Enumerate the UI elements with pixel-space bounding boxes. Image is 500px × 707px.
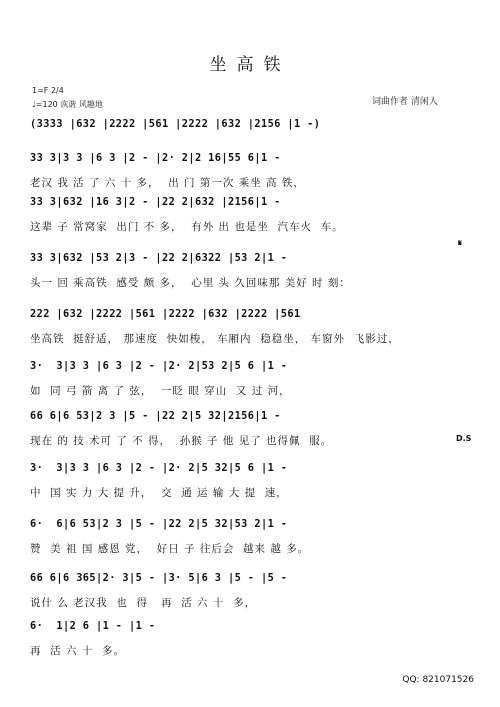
notation-text: 3· 3|3 3 |6 3 |2 - |2· 2|53 2|5 6 |1 - <box>30 360 288 372</box>
notation-line <box>30 252 480 265</box>
notation-text: (3333 |632 |2222 |561 |2222 |632 |2156 |1 -) <box>30 118 321 130</box>
lyric-text: 头一 回 乘高铁 感受 颇 多， 心里 头 久回味那 美好 时 刻： <box>30 277 351 289</box>
notation-text: 33 3|3 3 |6 3 |2 - |2· 2|2 16|55 6|1 - <box>30 152 281 164</box>
lyric-line <box>30 643 480 658</box>
lyric-text: 说什 么 老汉我 也 得 再 活 六 十 多， <box>30 597 257 609</box>
lyric-line <box>30 595 480 610</box>
lyric-line <box>30 331 480 346</box>
notation-text: 6· 1|2 6 |1 - |1 - <box>30 620 156 632</box>
notation-line <box>30 360 480 373</box>
key-signature: 1=F 2/4 <box>32 86 64 95</box>
score-system <box>30 572 480 610</box>
notation-line <box>30 118 480 131</box>
lyric-line <box>30 383 480 398</box>
score-system <box>30 252 480 290</box>
segno-sign: 𝄋 <box>458 239 462 249</box>
lyric-text: 老汉 我 活 了 六 十 多， 出 门 第一次 乘坐 高 铁， <box>30 177 305 189</box>
notation-line <box>30 518 480 531</box>
notation-line <box>30 620 480 633</box>
lyric-text: 再 活 六 十 多。 <box>30 645 126 657</box>
lyric-text: 赞 美 祖 国 感恩 党， 好日 子 往后会 越来 越 多。 <box>30 543 310 555</box>
lyric-text: 现在 的 技 术可 了 不 得， 孙猴 子 他 见了 也得佩 服。 <box>30 435 333 447</box>
score-system <box>30 308 480 346</box>
lyric-line <box>30 219 480 234</box>
lyric-text: 中 国 实 力 大 提 升， 交 通 运 输 大 提 速， <box>30 487 288 499</box>
score-system <box>30 410 480 448</box>
notation-line <box>30 462 480 475</box>
notation-line <box>30 572 480 585</box>
score-system <box>30 152 480 190</box>
score-system <box>30 118 480 141</box>
composer-credit: 词曲作者 清闲人 <box>372 97 438 107</box>
score-system <box>30 196 480 234</box>
lyric-line <box>30 541 480 556</box>
notation-line <box>30 410 480 423</box>
lyric-text: 坐高铁 挺舒适， 那速度 快如梭， 车厢内 稳稳坐， 车窗外 飞影过， <box>30 333 400 345</box>
score-system <box>30 360 480 398</box>
notation-text: 6· 6|6 53|2 3 |5 - |22 2|5 32|53 2|1 - <box>30 518 288 530</box>
notation-text: 222 |632 |2222 |561 |2222 |632 |2222 |561 <box>30 308 301 320</box>
lyric-line <box>30 275 480 290</box>
lyric-line <box>30 433 480 448</box>
notation-text: 33 3|632 |53 2|3 - |22 2|6322 |53 2|1 - <box>30 252 288 264</box>
song-title: 坐高铁 <box>209 55 291 75</box>
lyric-text: 这辈 子 常窝家 出门 不 多， 有外 出 也是坐 汽车火 车。 <box>30 221 344 233</box>
score-system <box>30 518 480 556</box>
lyric-line <box>30 485 480 500</box>
notation-line <box>30 308 480 321</box>
contact-footer: QQ: 821071526 <box>402 675 474 685</box>
notation-text: 66 6|6 53|2 3 |5 - |22 2|5 32|2156|1 - <box>30 410 281 422</box>
score-system <box>30 620 480 658</box>
notation-text: 33 3|632 |16 3|2 - |22 2|632 |2156|1 - <box>30 196 281 208</box>
notation-text: 3· 3|3 3 |6 3 |2 - |2· 2|5 32|5 6 |1 - <box>30 462 288 474</box>
dal-segno-mark: D.S <box>456 434 472 443</box>
notation-line <box>30 196 480 209</box>
score-system <box>30 462 480 500</box>
tempo-marking: ♩=120 诙谐 风趣地 <box>32 100 103 109</box>
notation-line <box>30 152 480 165</box>
lyric-text: 如 同 弓 箭 离 了 弦， 一眨 眼 穿山 又 过 河， <box>30 385 291 397</box>
notation-text: 66 6|6 365|2· 3|5 - |3· 5|6 3 |5 - |5 - <box>30 572 288 584</box>
lyric-line <box>30 175 480 190</box>
